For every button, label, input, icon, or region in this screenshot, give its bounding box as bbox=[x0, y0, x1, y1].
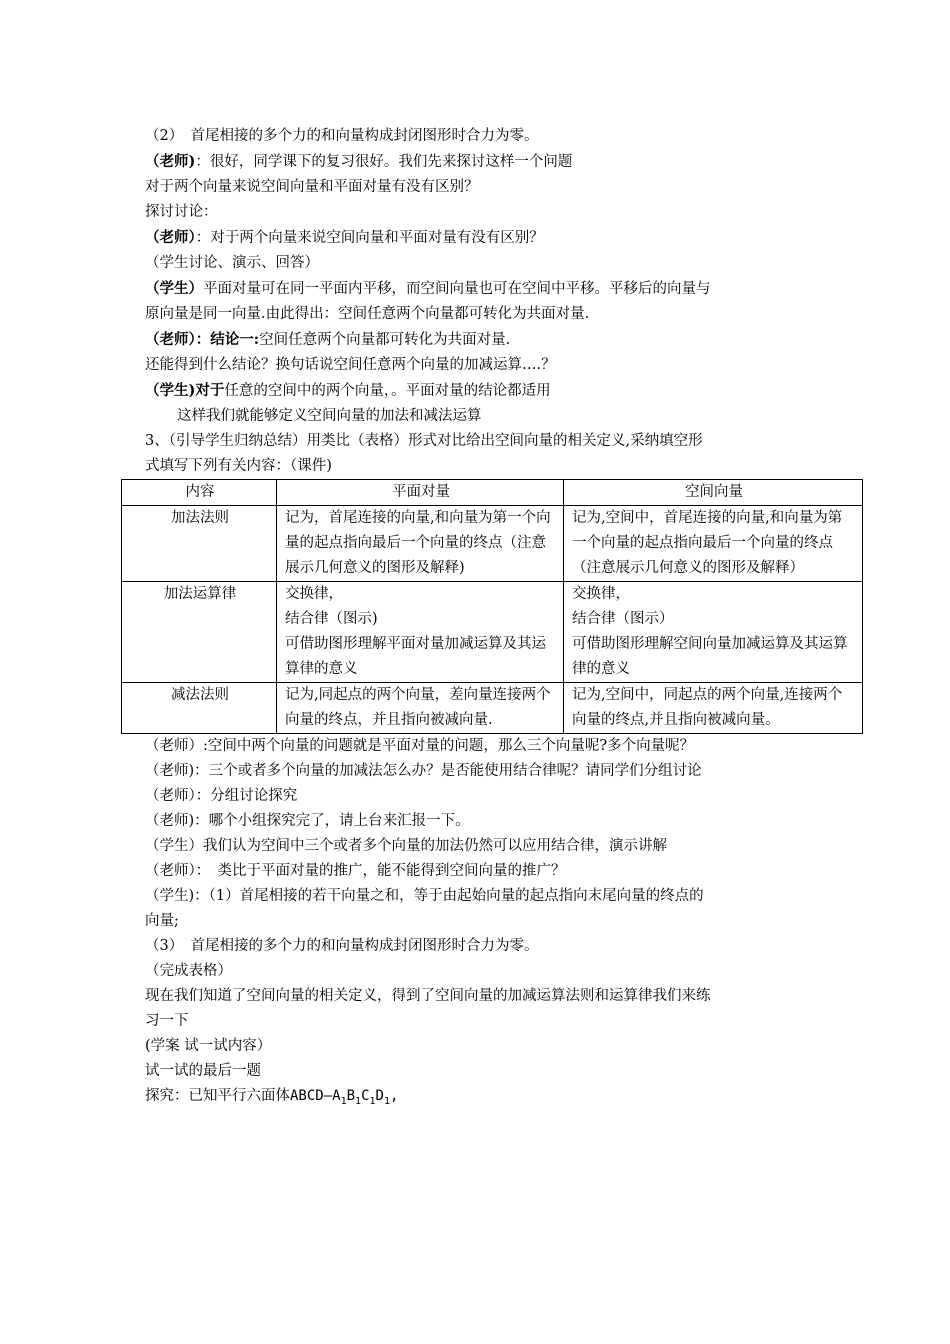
line-text: 原向量是同一向量.由此得出：空间任意两个向量都可转化为共面对量. bbox=[145, 306, 590, 322]
line-text: （老师）： 类比于平面对量的推广，能不能得到空间向量的推广？ bbox=[145, 863, 566, 879]
line-text: （2） 首尾相接的多个力的和向量构成封闭图形时合力为零。 bbox=[145, 128, 539, 144]
document-page bbox=[145, 124, 848, 1109]
plane-vector-cell: 记为，首尾连接的向量,和向量为第一个向量的起点指向最后一个向量的终点（注意展示几何意义的图形及解释) bbox=[277, 506, 564, 582]
math-symbol: B bbox=[346, 1088, 356, 1104]
paragraph-line bbox=[145, 175, 815, 200]
line-text: 向量; bbox=[145, 913, 179, 929]
paragraph-line bbox=[145, 302, 815, 327]
paragraph-line bbox=[145, 834, 815, 859]
paragraph-line bbox=[145, 1009, 815, 1034]
line-text: 任意的空间中的两个向量，。平面对量的结论都适用 bbox=[224, 383, 551, 399]
speaker-label: （学生） bbox=[145, 280, 203, 297]
paragraph-line bbox=[145, 404, 815, 429]
speaker-label: （老师) bbox=[145, 153, 196, 170]
plane-vector-cell: 交换律， 结合律（图示) 可借助图形理解平面对量加减运算及其运算律的意义 bbox=[277, 582, 564, 683]
math-symbol: , bbox=[390, 1088, 399, 1104]
line-text: 试一试的最后一题 bbox=[145, 1063, 261, 1079]
paragraph-line bbox=[145, 859, 815, 884]
line-text: （学生讨论、演示、回答） bbox=[145, 255, 319, 271]
paragraph-line bbox=[145, 225, 815, 251]
text-block-top bbox=[145, 124, 815, 479]
math-subscript: 1 bbox=[383, 1095, 391, 1107]
line-text: 式填写下列有关内容：（课件) bbox=[145, 458, 332, 474]
line-text: （完成表格） bbox=[145, 963, 232, 979]
final-question-line bbox=[145, 1084, 815, 1109]
line-text: （学生)：（1）首尾相接的若干向量之和，等于由起始向量的起点指向末尾向量的终点的 bbox=[145, 888, 704, 904]
paragraph-line bbox=[145, 884, 815, 909]
line-text: （3） 首尾相接的多个力的和向量构成封闭图形时合力为零。 bbox=[145, 938, 539, 954]
math-subscript: 1 bbox=[355, 1095, 362, 1107]
line-text: （老师）:空间中两个向量的问题就是平面对量的问题，那么三个向量呢?多个向量呢？ bbox=[145, 738, 695, 754]
line-text: （老师)：三个或者多个向量的加减法怎么办？是否能使用结合律呢？请同学们分组讨论 bbox=[145, 763, 702, 779]
comparison-table bbox=[121, 479, 863, 734]
line-text: （学生）我们认为空间中三个或者多个向量的加法仍然可以应用结合律，演示讲解 bbox=[145, 838, 667, 854]
line-text: 对于两个向量来说空间向量和平面对量有没有区别？ bbox=[145, 179, 479, 195]
paragraph-line bbox=[145, 1034, 815, 1059]
paragraph-line bbox=[145, 124, 815, 149]
row-label: 加法法则 bbox=[122, 506, 277, 582]
line-text: 空间任意两个向量都可转化为共面对量. bbox=[259, 332, 511, 348]
text-block-bottom bbox=[145, 734, 815, 1084]
speaker-label: （老师）：结论一: bbox=[145, 331, 260, 348]
line-text: (学案 试一试内容） bbox=[145, 1038, 272, 1054]
paragraph-line bbox=[145, 251, 815, 276]
math-subscript: 1 bbox=[369, 1095, 376, 1107]
line-text: （老师）：分组讨论探究 bbox=[145, 788, 298, 804]
line-text: 平面对量可在同一平面内平移，而空间向量也可在空间中平移。平移后的向量与 bbox=[203, 281, 711, 297]
header-content: 内容 bbox=[122, 480, 277, 506]
paragraph-line bbox=[145, 959, 815, 984]
line-text: 现在我们知道了空间向量的相关定义，得到了空间向量的加减运算法则和运算律我们来练 bbox=[145, 988, 711, 1004]
paragraph-line bbox=[145, 327, 815, 353]
line-text: 这样我们就能够定义空间向量的加法和减法运算 bbox=[177, 408, 482, 424]
paragraph-line bbox=[145, 1059, 815, 1084]
space-vector-cell: 记为,空间中，首尾连接的向量,和向量为第一个向量的起点指向最后一个向量的终点（注意展示几何意义的图形及解释） bbox=[564, 506, 863, 582]
table-row bbox=[122, 683, 863, 734]
math-symbol: D bbox=[375, 1088, 384, 1104]
final-question-prefix: 探究：已知平行六面体 bbox=[145, 1088, 290, 1104]
paragraph-line bbox=[145, 149, 815, 175]
space-vector-cell: 交换律， 结合律（图示） 可借助图形理解空间向量加减运算及其运算律的意义 bbox=[564, 582, 863, 683]
paragraph-line bbox=[145, 909, 815, 934]
row-label: 加法运算律 bbox=[122, 582, 277, 683]
speaker-label: （老师） bbox=[145, 229, 196, 246]
table-row bbox=[122, 582, 863, 683]
paragraph-line bbox=[145, 984, 815, 1009]
math-symbol: ABCD—A bbox=[290, 1088, 341, 1104]
line-text: 3、（引导学生归纳总结）用类比（表格）形式对比给出空间向量的相关定义,采纳填空形 bbox=[145, 433, 703, 449]
paragraph-line bbox=[145, 934, 815, 959]
plane-vector-cell: 记为,同起点的两个向量，差向量连接两个向量的终点，并且指向被减向量. bbox=[277, 683, 564, 734]
paragraph-line bbox=[145, 454, 815, 479]
math-expression bbox=[290, 1088, 399, 1107]
paragraph-line bbox=[145, 353, 815, 378]
line-text: 习一下 bbox=[145, 1013, 189, 1029]
line-text: ：对于两个向量来说空间向量和平面对量有没有区别？ bbox=[195, 230, 544, 246]
paragraph-line bbox=[145, 200, 815, 225]
line-text: ：很好，同学课下的复习很好。我们先来探讨这样一个问题 bbox=[195, 154, 573, 170]
line-text: 还能得到什么结论？换句话说空间任意两个向量的加减运算….？ bbox=[145, 357, 556, 373]
line-text: （老师)：哪个小组探究完了，请上台来汇报一下。 bbox=[145, 813, 470, 829]
space-vector-cell: 记为,空间中，同起点的两个向量,连接两个向量的终点,并且指向被减向量。 bbox=[564, 683, 863, 734]
row-label: 减法法则 bbox=[122, 683, 277, 734]
math-subscript: 1 bbox=[340, 1095, 347, 1107]
line-text: 探讨讨论： bbox=[145, 204, 218, 220]
header-plane-vector: 平面对量 bbox=[277, 480, 564, 506]
paragraph-line bbox=[145, 378, 815, 404]
header-space-vector: 空间向量 bbox=[564, 480, 863, 506]
math-symbol: C bbox=[361, 1088, 370, 1104]
table-row bbox=[122, 506, 863, 582]
paragraph-line bbox=[145, 429, 815, 454]
table-header-row bbox=[122, 480, 863, 506]
paragraph-line bbox=[145, 734, 815, 759]
paragraph-line bbox=[145, 759, 815, 784]
paragraph-line bbox=[145, 276, 815, 302]
speaker-label: （学生)对于 bbox=[145, 382, 225, 399]
paragraph-line bbox=[145, 784, 815, 809]
paragraph-line bbox=[145, 809, 815, 834]
